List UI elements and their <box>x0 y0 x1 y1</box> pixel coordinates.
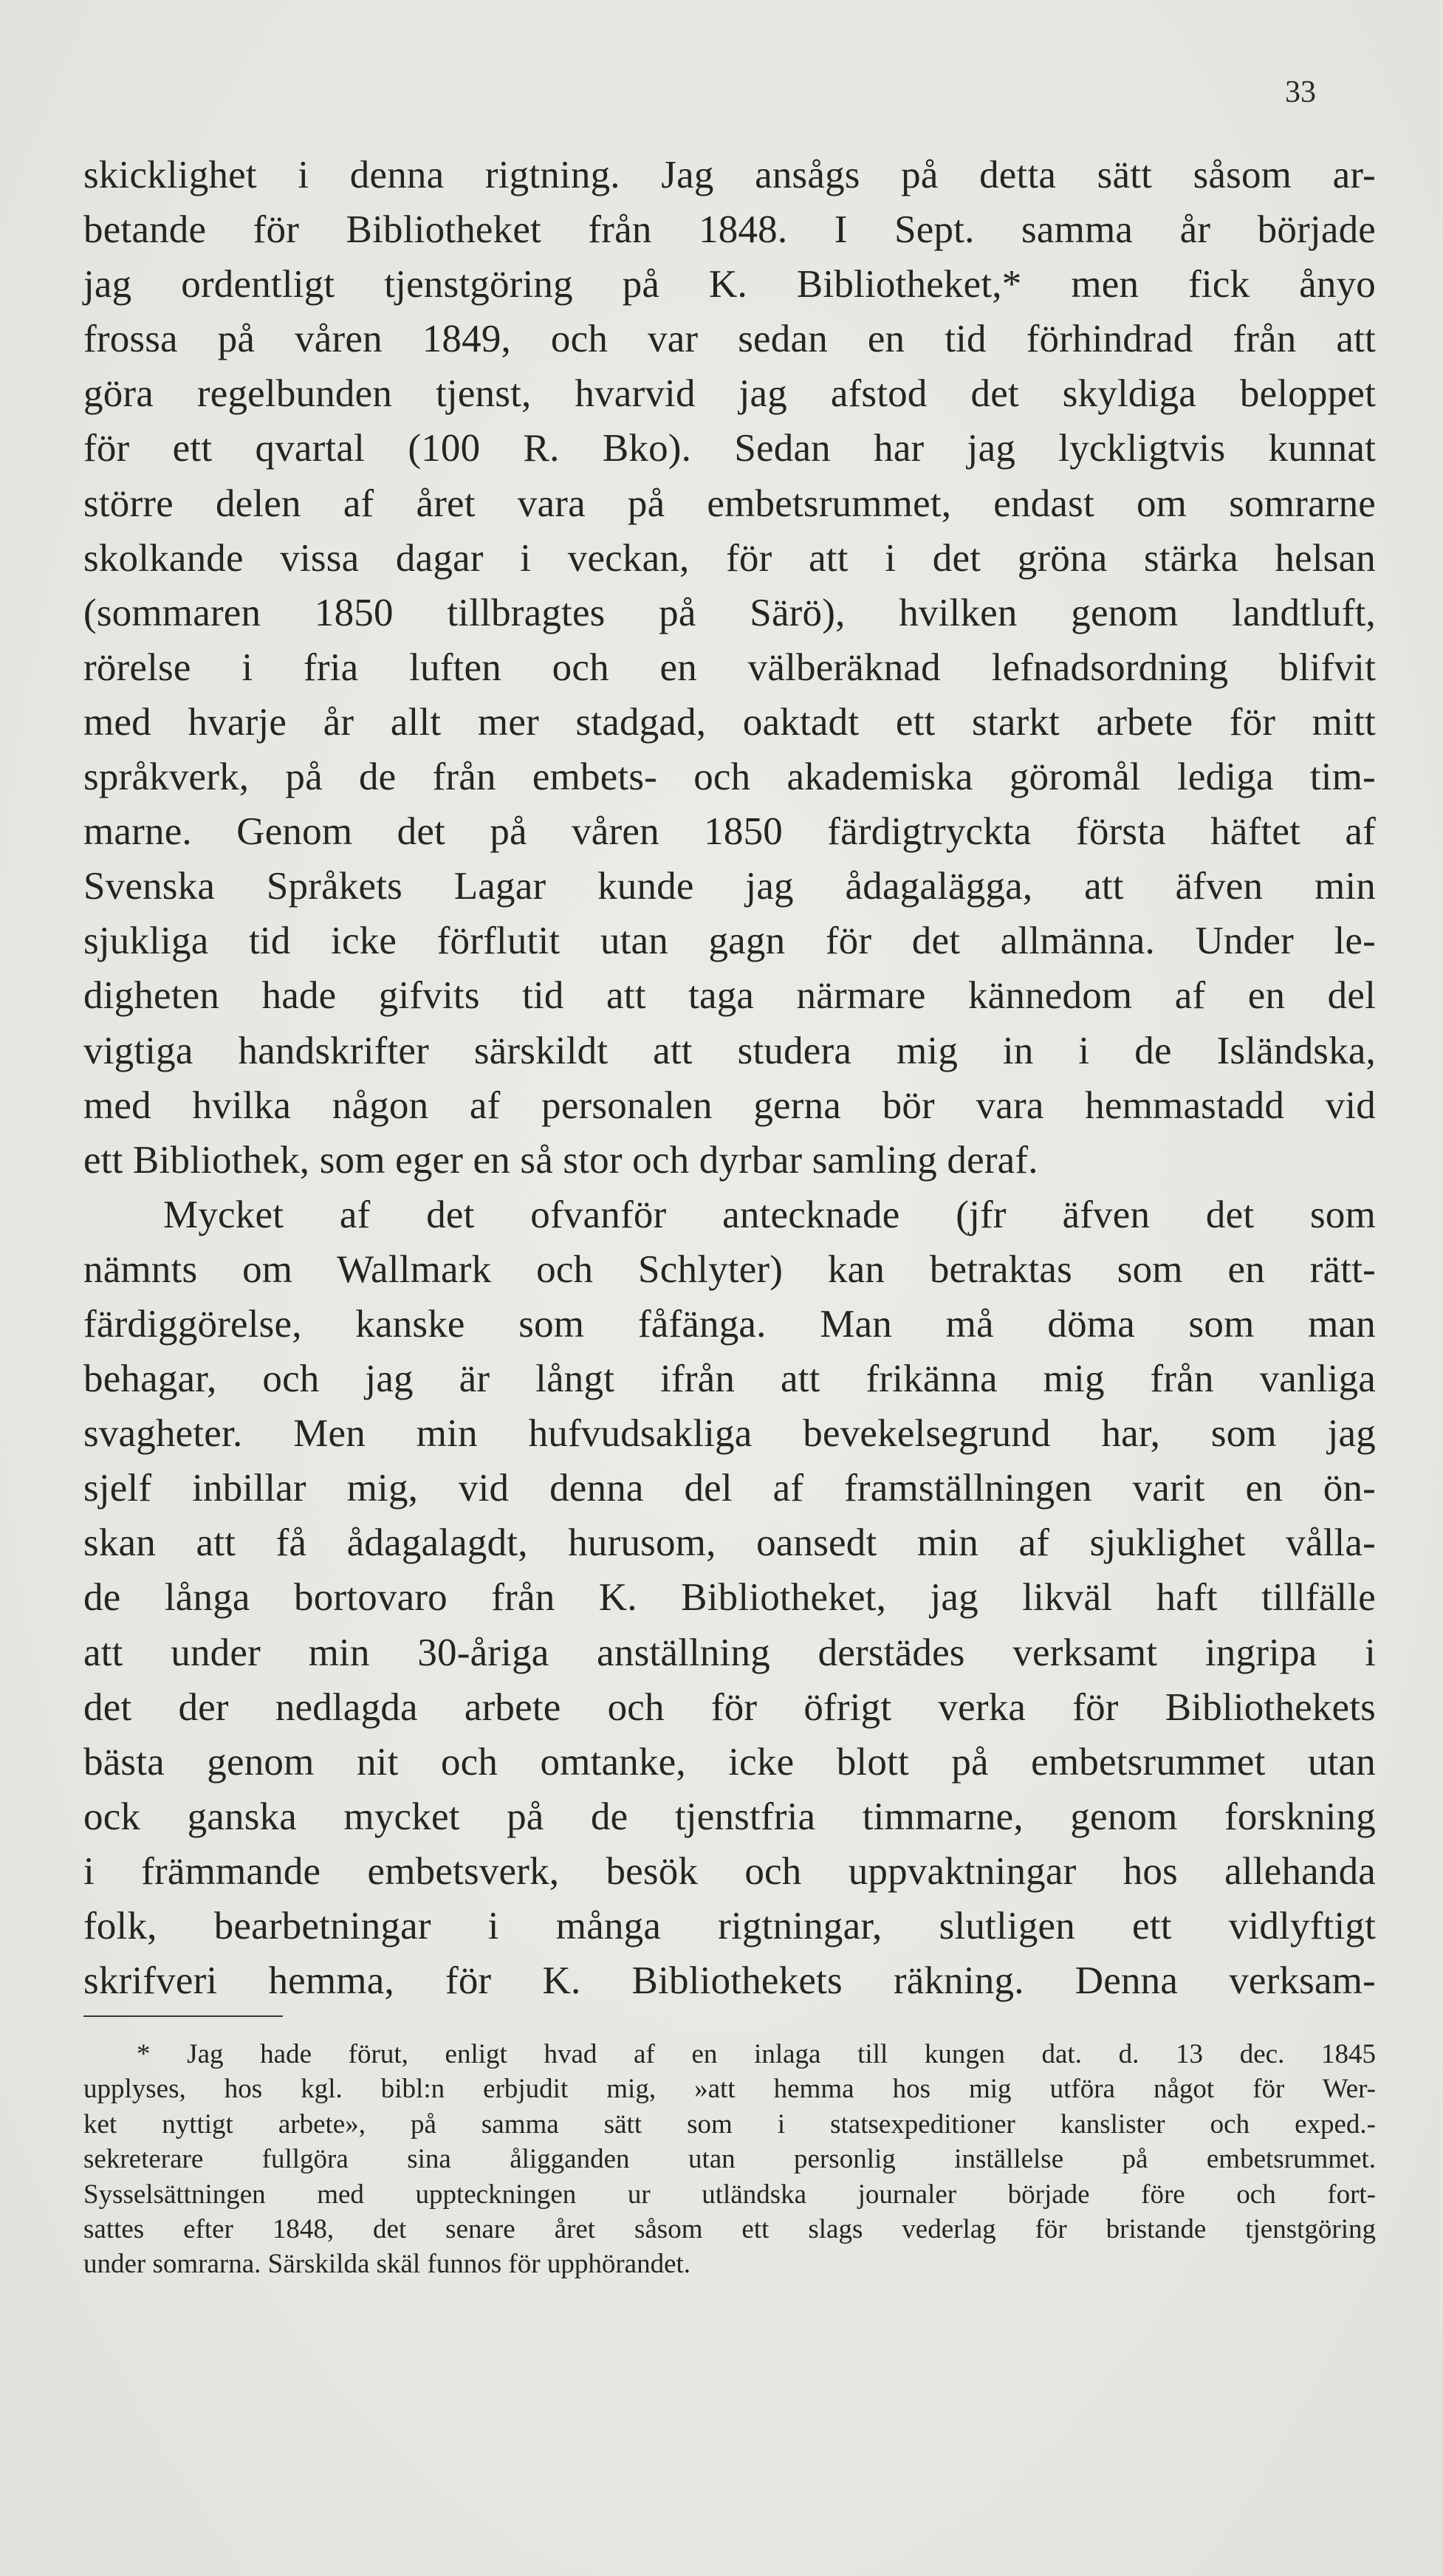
footnote-line: * Jag hade förut, enligt hvad af en inlaga till kungen dat. d. 13 dec. 1845 <box>137 2039 1376 2069</box>
text-line: jag ordentligt tjenstgöring på K. Bibliotheket,* men fick ånyo <box>83 263 1376 306</box>
text-line: färdiggörelse, kanske som fåfänga. Man må döma som man <box>83 1302 1376 1346</box>
text-line: sjukliga tid icke förflutit utan gagn för det allmänna. Under le- <box>83 919 1376 963</box>
text-line: frossa på våren 1849, och var sedan en tid förhindrad från att <box>83 318 1376 361</box>
text-line: de långa bortovaro från K. Bibliotheket, jag likväl haft tillfälle <box>83 1576 1376 1620</box>
text-line: med hvarje år allt mer stadgad, oaktadt ett starkt arbete för mitt <box>83 700 1376 744</box>
footnote-line: sattes efter 1848, det senare året såsom ett slags vederlag för bristande tjenstgöring <box>83 2213 1376 2244</box>
text-line: med hvilka någon af personalen gerna bör vara hemmastadd vid <box>83 1083 1376 1127</box>
text-line: ock ganska mycket på de tjenstfria timmarne, genom forskning <box>83 1795 1376 1838</box>
text-line: skolkande vissa dagar i veckan, för att i det gröna stärka helsan <box>83 536 1376 580</box>
text-line: marne. Genom det på våren 1850 färdigtryckta första häftet af <box>83 810 1376 854</box>
text-line: vigtiga handskrifter särskildt att studera mig in i de Isländska, <box>83 1029 1376 1072</box>
text-line: skrifveri hemma, för K. Bibliothekets räkning. Denna verksam- <box>83 1959 1376 2003</box>
footnote-line: Sysselsättningen med uppteckningen ur utländska journaler började före och fort- <box>83 2179 1376 2210</box>
footnote-line: sekreterare fullgöra sina åligganden utan personlig inställelse på embetsrummet. <box>83 2144 1376 2175</box>
text-line: skicklighet i denna rigtning. Jag ansågs på detta sätt såsom ar- <box>83 154 1376 196</box>
footnote-divider <box>83 2015 283 2017</box>
footnote-line: under somrarna. Särskilda skäl funnos för upphörandet. <box>83 2249 691 2280</box>
paragraph-end-line: ett Bibliothek, som eger en så stor och dyrbar samling deraf. <box>83 1138 1038 1182</box>
text-line: svagheter. Men min hufvudsakliga bevekelsegrund har, som jag <box>83 1412 1376 1456</box>
text-line: språkverk, på de från embets- och akademiska göromål lediga tim- <box>83 756 1376 799</box>
text-line: behagar, och jag är långt ifrån att frikänna mig från vanliga <box>83 1357 1376 1401</box>
text-line: i främmande embetsverk, besök och uppvaktningar hos allehanda <box>83 1849 1376 1893</box>
footnote-line: ket nyttigt arbete», på samma sätt som i statsexpeditioner kanslister och exped.- <box>83 2109 1376 2140</box>
footnote-line: upplyses, hos kgl. bibl:n erbjudit mig, »att hemma hos mig utföra något för Wer- <box>83 2074 1376 2105</box>
text-line: betande för Bibliotheket från 1848. I Sept. samma år började <box>83 208 1376 252</box>
text-line: rörelse i fria luften och en välberäknad lefnadsordning blifvit <box>83 645 1376 689</box>
text-line: göra regelbunden tjenst, hvarvid jag afstod det skyldiga beloppet <box>83 372 1376 416</box>
paragraph-start-line: Mycket af det ofvanför antecknade (jfr äfven det som <box>163 1193 1376 1236</box>
text-line: Svenska Språkets Lagar kunde jag ådagalägga, att äfven min <box>83 865 1376 908</box>
text-line: (sommaren 1850 tillbragtes på Särö), hvilken genom landtluft, <box>83 591 1376 634</box>
footnote <box>83 2037 1376 2282</box>
text-line: nämnts om Wallmark och Schlyter) kan betraktas som en rätt- <box>83 1247 1376 1291</box>
text-line: det der nedlagda arbete och för öfrigt verka för Bibliothekets <box>83 1685 1376 1729</box>
text-line: för ett qvartal (100 R. Bko). Sedan har jag lyckligtvis kunnat <box>83 427 1376 470</box>
text-line: folk, bearbetningar i många rigtningar, slutligen ett vidlyftigt <box>83 1905 1376 1948</box>
text-line: sjelf inbillar mig, vid denna del af framställningen varit en ön- <box>83 1467 1376 1510</box>
page-number: 33 <box>1285 75 1316 109</box>
text-line: större delen af året vara på embetsrummet, endast om somrarne <box>83 482 1376 525</box>
text-line: att under min 30-åriga anställning derstädes verksamt ingripa i <box>83 1631 1376 1674</box>
text-line: digheten hade gifvits tid att taga närmare kännedom af en del <box>83 974 1376 1018</box>
text-line: skan att få ådagalagdt, hurusom, oansedt min af sjuklighet vålla- <box>83 1521 1376 1565</box>
body-text <box>83 148 1376 2008</box>
text-line: bästa genom nit och omtanke, icke blott på embetsrummet utan <box>83 1740 1376 1784</box>
